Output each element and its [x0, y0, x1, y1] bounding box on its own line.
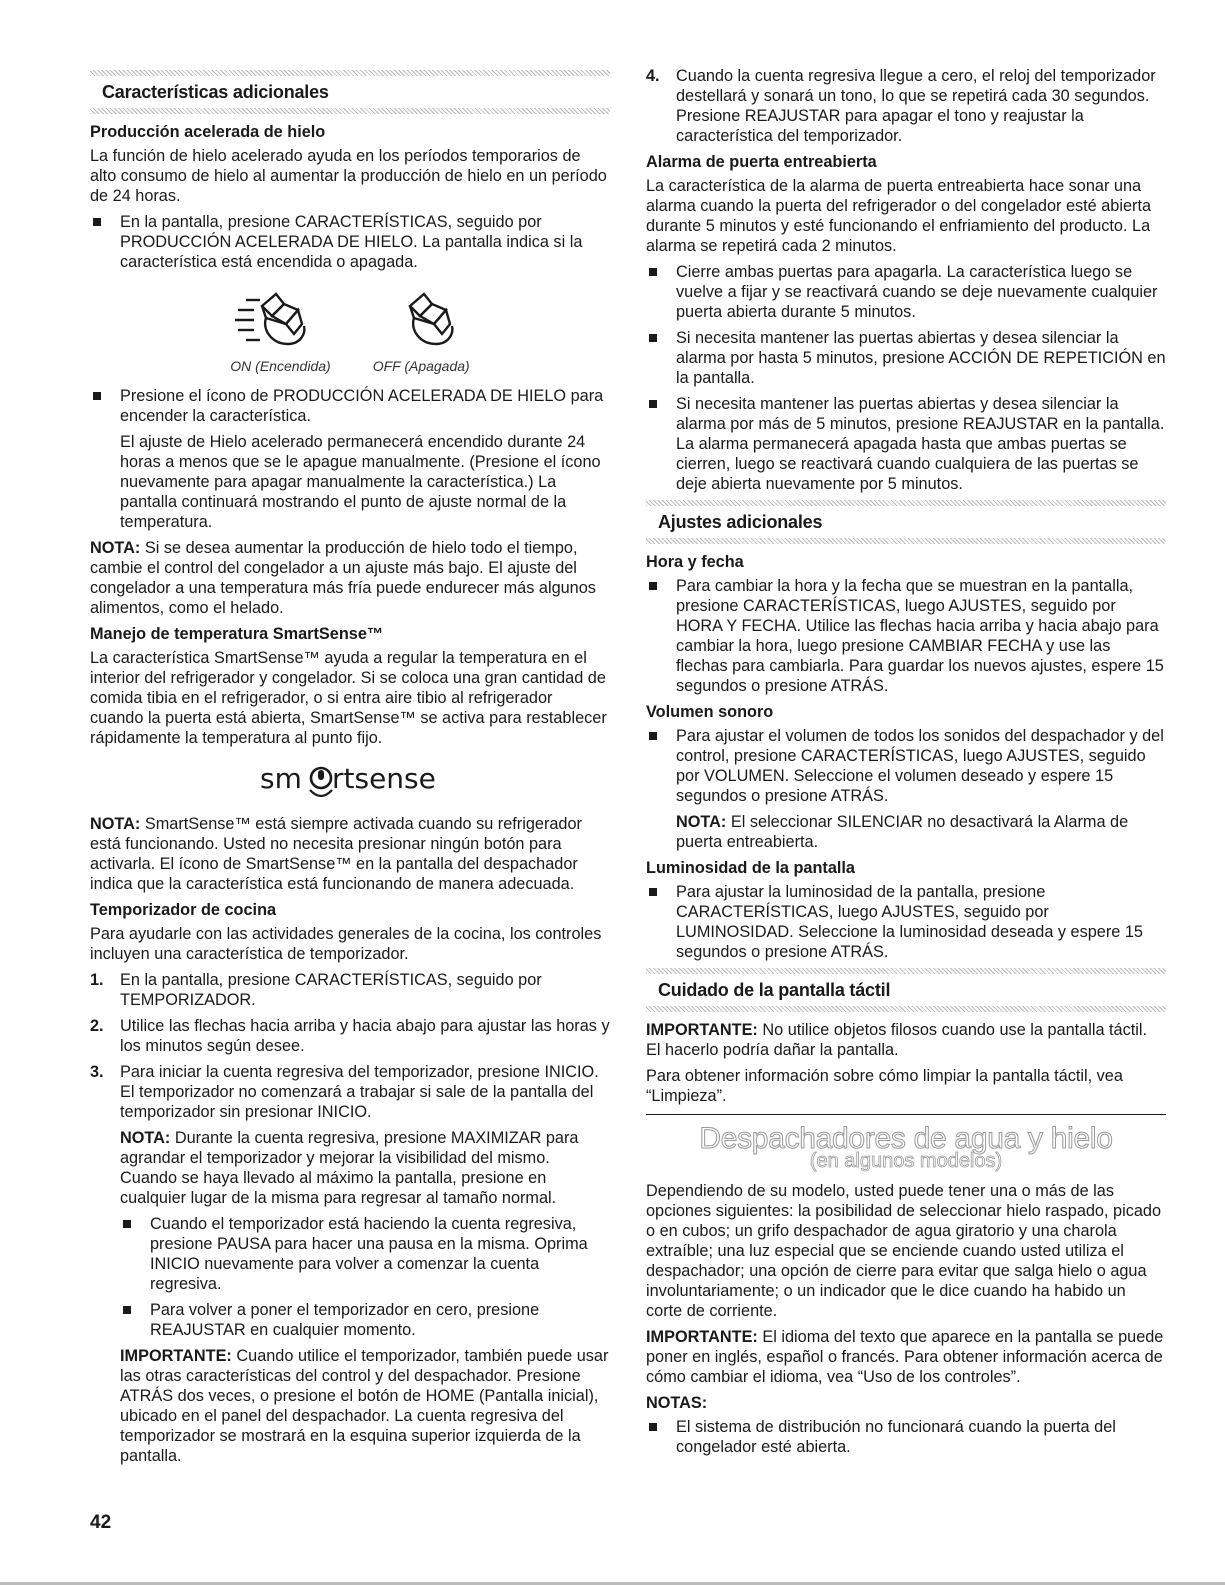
- bullet-list: [646, 726, 1166, 806]
- important-paragraph: IMPORTANTE: No utilice objetos filosos cuando use la pantalla táctil. El hacerlo podría dañar la pantalla.: [646, 1021, 1148, 1059]
- section-rule: [646, 1114, 1166, 1115]
- bullet-list: [646, 576, 1166, 696]
- bullet-item: Para ajustar el volumen de todos los sonidos del despachador y del control, presione CARACTERÍSTICAS, luego AJUSTES, seguido por VOLUMEN. Seleccione el volumen deseado y espere 15 segundos o presione ATRÁS.: [646, 726, 1166, 806]
- paragraph-door-alarm: La característica de la alarma de puerta entreabierta hace sonar una alarma cuando la puerta del refrigerador o del congelador esté abierta durante 5 minutos y esté funcionando el enfriamiento del producto. La alarma se repetirá cada 2 minutos.: [646, 177, 1152, 255]
- hatch-divider: [90, 108, 610, 114]
- step-item: 1. En la pantalla, presione CARACTERÍSTICAS, seguido por TEMPORIZADOR.: [90, 971, 542, 1009]
- bullet-item: Cierre ambas puertas para apagarla. La característica luego se vuelve a fijar y se reactivará cuando se deje nuevamente cualquier puerta abierta durante 5 minutos.: [646, 262, 1166, 322]
- note-label: NOTA:: [90, 539, 141, 557]
- caption-on: ON (Encendida): [230, 358, 331, 374]
- ice-icons: [90, 290, 610, 352]
- step-item: 2. Utilice las flechas hacia arriba y hacia abajo para ajustar las horas y los minutos según desee.: [90, 1017, 610, 1055]
- numbered-list: [646, 66, 1166, 146]
- right-column: [646, 66, 1166, 1463]
- smartsense-thermometer-icon: [310, 768, 332, 796]
- smartsense-logo: [90, 756, 610, 804]
- subheading-volume: Volumen sonoro: [646, 703, 774, 721]
- section-header-ajustes: [646, 500, 1166, 544]
- paragraph-dispensers: Dependiendo de su modelo, usted puede tener una o más de las opciones siguientes: la posibilidad de seleccionar hielo raspado, picado o en cubos; un grifo despachador de agua giratorio y una charola extraíble; una luz especial que se enciende cuando usted utiliza el despachador; una opción de cierre para evitar que salga hielo o agua involuntariamente; o un indicador que le dice cuando ha habido un corte de corriente.: [646, 1182, 1162, 1320]
- chapter-title: Despachadores de agua y hielo: [699, 1122, 1113, 1155]
- section-title: Ajustes adicionales: [658, 512, 823, 532]
- subheading-ice: Producción acelerada de hielo: [90, 123, 326, 141]
- section-title: Cuidado de la pantalla táctil: [658, 980, 891, 1000]
- bullet-list: [120, 1214, 610, 1340]
- logo-text-b: rtsense: [332, 762, 436, 795]
- bullet-list: [646, 882, 1166, 962]
- step-item: 4. Cuando la cuenta regresiva llegue a cero, el reloj del temporizador destellará y sonará un tono, lo que se repetirá cada 30 segundos. Presione REAJUSTAR para apagar el tono y reajustar la característica del temporizador.: [646, 67, 1156, 145]
- bullet-list: [90, 386, 610, 426]
- subheading-brightness: Luminosidad de la pantalla: [646, 859, 855, 877]
- subheading-notes: NOTAS:: [646, 1394, 708, 1412]
- bullet-item: Presione el ícono de PRODUCCIÓN ACELERADA DE HIELO para encender la característica.: [90, 386, 610, 426]
- hatch-divider: [646, 1006, 1166, 1012]
- bullet-item: Para volver a poner el temporizador en cero, presione REAJUSTAR en cualquier momento.: [120, 1300, 610, 1340]
- bullet-item: Para ajustar la luminosidad de la pantalla, presione CARACTERÍSTICAS, luego AJUSTES, seguido por LUMINOSIDAD. Seleccione la luminosidad deseada y espere 15 segundos o presione ATRÁS.: [646, 882, 1166, 962]
- paragraph-timer: Para ayudarle con las actividades generales de la cocina, los controles incluyen una característica de temporizador.: [90, 925, 602, 963]
- bullet-item: El sistema de distribución no funcionará cuando la puerta del congelador esté abierta.: [646, 1417, 1166, 1457]
- chapter-subtitle: (en algunos modelos): [809, 1150, 1003, 1172]
- hatch-divider: [646, 538, 1166, 544]
- subheading-time: Hora y fecha: [646, 553, 744, 571]
- subheading-smartsense: Manejo de temperatura SmartSense™: [90, 625, 384, 643]
- subheading-timer: Temporizador de cocina: [90, 901, 277, 919]
- bullet-item: En la pantalla, presione CARACTERÍSTICAS, seguido por PRODUCCIÓN ACELERADA DE HIELO. La pantalla indica si la característica está encendida o apagada.: [90, 212, 610, 272]
- paragraph-indent: El ajuste de Hielo acelerado permanecerá encendido durante 24 horas a menos que se le apague manualmente. (Presione el ícono nuevamente para apagar manualmente la característica.) La pantalla continuará mostrando el punto de ajuste normal de la temperatura.: [120, 433, 601, 531]
- fast-ice-on-icon: [232, 290, 322, 352]
- numbered-list: [90, 970, 610, 1466]
- fast-ice-off-icon: [402, 290, 468, 352]
- bullet-item: Cuando el temporizador está haciendo la cuenta regresiva, presione PAUSA para hacer una pausa en la misma. Oprima INICIO nuevamente para volver a comenzar la cuenta regresiva.: [120, 1214, 610, 1294]
- bullet-list: [646, 1417, 1166, 1457]
- section-header-caracteristicas: [90, 70, 610, 114]
- bullet-list: [646, 262, 1166, 494]
- bullet-list: [90, 212, 610, 272]
- paragraph-smartsense: La característica SmartSense™ ayuda a regular la temperatura en el interior del refrigerador y congelador. Si se coloca una gran cantidad de comida tibia en el refrigerador, o si entra aire tibio al refrigerador cuando la puerta está abierta, SmartSense™ se activa para restablecer rápidamente la temperatura al punto fijo.: [90, 649, 607, 747]
- caption-off: OFF (Apagada): [372, 358, 470, 374]
- logo-text-a: sm: [260, 762, 302, 795]
- page-number: 42: [90, 1512, 112, 1533]
- section-header-touchscreen: [646, 968, 1166, 1012]
- left-column: [90, 64, 610, 1472]
- paragraph-ice: La función de hielo acelerado ayuda en los períodos temporarios de alto consumo de hielo al aumentar la producción de hielo en un período de 24 horas.: [90, 147, 607, 205]
- subheading-door-alarm: Alarma de puerta entreabierta: [646, 153, 877, 171]
- note-paragraph: NOTA: SmartSense™ está siempre activada cuando su refrigerador está funcionando. Usted no necesita presionar ningún botón para activarla. El ícono de SmartSense™ en la pantalla del despachador indica que la característica está funcionando de manera adecuada.: [90, 815, 582, 893]
- paragraph-touch: Para obtener información sobre cómo limpiar la pantalla táctil, vea “Limpieza”.: [646, 1067, 1123, 1105]
- bullet-item: Si necesita mantener las puertas abiertas y desea silenciar la alarma por más de 5 minutos, presione REAJUSTAR en la pantalla. La alarma permanecerá apagada hasta que ambas puertas se cierren, luego se reactivará cuando cualquiera de las puertas se deje abierta nuevamente por 5 minutos.: [646, 394, 1166, 494]
- step-item: 3. Para iniciar la cuenta regresiva del temporizador, presione INICIO. El temporizador no comenzará a trabajar si sale de la pantalla del temporizador sin presionar INICIO. NOTA: Durante la cuenta regresiva, presione MAXIMIZAR para agrandar el temporizador y mejorar la visibilidad del mismo. Cuando se haya llevado al máximo la pantalla, presione en cualquier lugar de la misma para regresar al tamaño normal. Cuando el temporizador está haciendo la cuenta regresiva, presione PAUSA para hacer una pausa en la misma. Oprima INICIO nuevamente para volver a comenzar la cuenta regresiva. Para volver a poner el temporizador en cero, presione REAJUSTAR en cualquier momento. IMPORTANTE: Cuando utilice el temporizador, también puede usar las otras características del control y del despachador. Presione ATRÁS dos veces, o presione el botón de HOME (Pantalla inicial), ubicado en el panel del despachador. La cuenta regresiva del temporizador se mostrará en la esquina superior izquierda de la pantalla.: [90, 1063, 609, 1465]
- note-paragraph: NOTA: El seleccionar SILENCIAR no desactivará la Alarma de puerta entreabierta.: [676, 813, 1129, 851]
- bullet-item: Para cambiar la hora y la fecha que se muestran en la pantalla, presione CARACTERÍSTICAS, luego AJUSTES, seguido por HORA Y FECHA. Utilice las flechas hacia arriba y hacia abajo para cambiar la hora, luego presione CAMBIAR FECHA y use las flechas para cambiarla. Para guardar los nuevos ajustes, espere 15 segundos o presione ATRÁS.: [646, 576, 1166, 696]
- important-paragraph: IMPORTANTE: Cuando utilice el temporizador, también puede usar las otras características del control y del despachador. Presione ATRÁS dos veces, o presione el botón de HOME (Pantalla inicial), ubicado en el panel del despachador. La cuenta regresiva del temporizador se mostrará en la esquina superior izquierda de la pantalla.: [120, 1347, 609, 1465]
- important-paragraph: IMPORTANTE: El idioma del texto que aparece en la pantalla se puede poner en inglés, español o francés. Para obtener información acerca de cómo cambiar el idioma, vea “Uso de los controles”.: [646, 1328, 1164, 1386]
- bullet-item: Si necesita mantener las puertas abiertas y desea silenciar la alarma por hasta 5 minutos, presione ACCIÓN DE REPETICIÓN en la pantalla.: [646, 328, 1166, 388]
- note-paragraph: NOTA: Si se desea aumentar la producción de hielo todo el tiempo, cambie el control del congelador a un ajuste más bajo. El ajuste del congelador a una temperatura más fría puede endurecer más algunos alimentos, como el helado.: [90, 539, 596, 617]
- note-paragraph: NOTA: Durante la cuenta regresiva, presione MAXIMIZAR para agrandar el temporizador y mejorar la visibilidad del mismo. Cuando se haya llevado al máximo la pantalla, presione en cualquier lugar de la misma para regresar al tamaño normal.: [120, 1129, 579, 1207]
- icon-captions: [90, 356, 610, 376]
- section-title: Características adicionales: [102, 82, 329, 102]
